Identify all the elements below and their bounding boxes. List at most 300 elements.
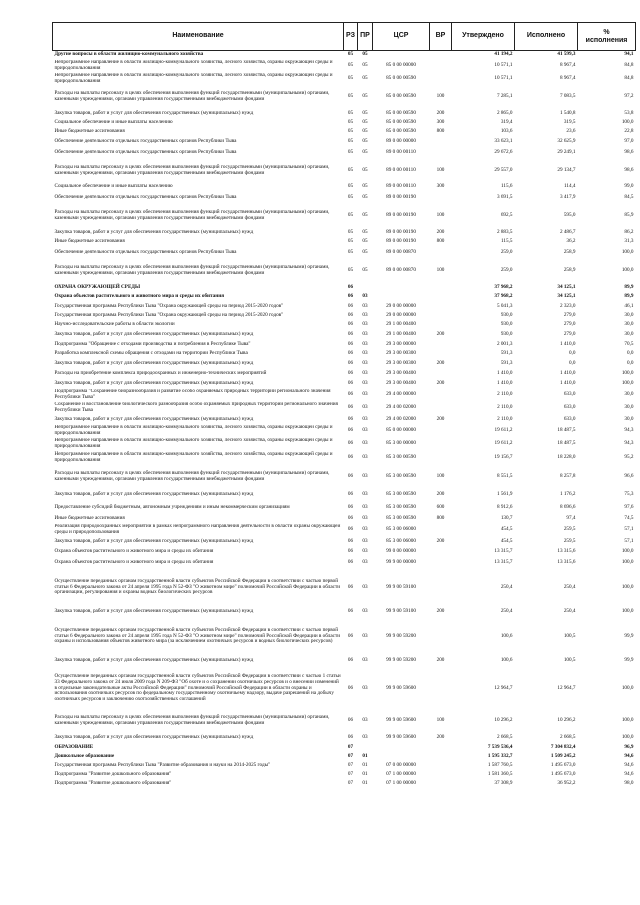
- row-percent: 99,0: [624, 183, 634, 190]
- row-executed: 1 509 245,2: [550, 753, 576, 760]
- row-pr: 03: [362, 427, 368, 434]
- row-approved: 930,0: [500, 312, 513, 319]
- row-csr: 07 1 00 00000: [386, 780, 416, 787]
- row-vr: [430, 547, 452, 557]
- row-percent: 100,0: [621, 119, 634, 126]
- row-name: Разработка комплексной схемы обращения с отходами на территории Республики Тыва: [54, 350, 248, 357]
- row-name: Государственная программа Республики Тыва "Охрана окружающей среды на период 2015-2020 годов": [54, 302, 284, 309]
- row-percent: 97,2: [624, 93, 634, 100]
- row-csr: 29 4 00 02000: [386, 404, 416, 411]
- row-executed: 1 410,0: [559, 340, 576, 347]
- row-pr: 05: [362, 238, 368, 245]
- row-pr: 05: [362, 109, 368, 116]
- row-percent: 96,6: [624, 473, 634, 480]
- table-row: [53, 466, 636, 489]
- row-approved: 115,5: [501, 238, 513, 245]
- row-percent: 31,3: [624, 238, 634, 245]
- row-csr: 99 9 00 59200: [386, 632, 416, 639]
- row-rz: 06: [347, 526, 354, 533]
- row-name: Иные бюджетные ассигнования: [54, 238, 125, 245]
- row-csr: 99 9 00 00000: [386, 559, 416, 566]
- row-name: Иные бюджетные ассигнования: [54, 128, 125, 135]
- row-executed: 0,0: [569, 359, 576, 366]
- row-name: Закупка товаров, работ и услуг для обеспечения государственных (муниципальных) нужд: [54, 359, 254, 366]
- row-vr: [430, 51, 452, 60]
- row-executed: 259,5: [563, 537, 576, 544]
- row-approved: 591,3: [500, 359, 513, 366]
- row-percent: 99,9: [624, 632, 634, 639]
- table-row: [53, 192, 636, 205]
- table-row: [53, 515, 636, 524]
- table-row: [53, 502, 636, 515]
- row-approved: 8 551,5: [496, 473, 513, 480]
- row-name: Расходы на выплаты персоналу в целях обеспечения выполнения функций государственными (муниципальными) органами, казенными учреждениями, органами управления государственными внебюджетными фондами: [54, 264, 330, 276]
- row-rz: 05: [347, 109, 354, 116]
- row-executed: 595,0: [563, 212, 576, 219]
- row-pr: 03: [362, 391, 368, 398]
- row-csr: [373, 743, 430, 753]
- table-row: [53, 379, 636, 389]
- row-approved: 37 968,2: [494, 283, 513, 290]
- row-name: Расходы на выплаты персоналу в целях обеспечения выполнения функций государственными (муниципальными) органами, казенными учреждениями, органами управления государственными внебюджетными фондами: [54, 209, 330, 221]
- header-name: Наименование: [53, 23, 344, 51]
- row-percent: 99,9: [624, 657, 634, 664]
- row-rz: 05: [347, 194, 354, 201]
- row-percent: 85,9: [624, 212, 634, 219]
- row-csr: 85 0 00 00590: [386, 109, 416, 116]
- row-pr: 03: [362, 440, 368, 447]
- row-rz: 07: [347, 743, 354, 750]
- row-pr: 03: [362, 515, 368, 522]
- row-name: Государственная программа Республики Тыва "Развитие образования и науки на 2014-2025 годы": [54, 762, 271, 769]
- row-executed: 1 176,2: [559, 491, 576, 498]
- row-csr: 99 0 00 00000: [386, 547, 416, 554]
- row-approved: 2 883,5: [496, 228, 513, 235]
- row-executed: 29 249,1: [557, 149, 576, 156]
- row-pr: 05: [362, 249, 368, 256]
- row-vr: 200: [436, 733, 445, 740]
- row-pr: 03: [362, 491, 368, 498]
- row-pr: 01: [362, 780, 368, 787]
- table-row: [53, 359, 636, 369]
- table-row: [53, 51, 636, 60]
- table-row: [53, 537, 636, 547]
- row-executed: 319,5: [563, 119, 576, 126]
- table-row: [53, 137, 636, 147]
- row-rz: 06: [347, 657, 354, 664]
- row-pr: 05: [362, 137, 368, 144]
- row-approved: 7 285,1: [496, 93, 513, 100]
- row-percent: 57,1: [624, 526, 634, 533]
- table-row: [53, 710, 636, 733]
- row-approved: 19 611,2: [494, 427, 513, 434]
- row-executed: 250,4: [563, 583, 576, 590]
- row-pr: 03: [362, 473, 368, 480]
- row-approved: 1 410,0: [496, 369, 513, 376]
- row-rz: 06: [347, 415, 354, 422]
- row-csr: 85 0 00 00000: [386, 427, 416, 434]
- row-vr: [430, 771, 452, 780]
- row-vr: [430, 557, 452, 570]
- table-row: [53, 247, 636, 260]
- row-vr: [430, 302, 452, 312]
- table-row: [53, 238, 636, 247]
- row-csr: 85 0 00 00590: [386, 93, 416, 100]
- row-percent: 100,0: [621, 379, 634, 386]
- header-percent: [578, 23, 636, 51]
- row-csr: 29 3 00 00400: [386, 379, 416, 386]
- row-rz: 05: [347, 149, 354, 156]
- row-vr: [430, 780, 452, 789]
- row-executed: 18 487,5: [557, 427, 576, 434]
- row-csr: 85 3 00 00590: [386, 491, 416, 498]
- row-percent: 46,1: [624, 302, 634, 309]
- row-vr: 100: [436, 167, 445, 174]
- row-executed: 259,5: [563, 526, 576, 533]
- row-approved: 115,6: [501, 183, 513, 190]
- row-vr: [430, 743, 452, 753]
- table-row: [53, 451, 636, 466]
- row-vr: 200: [436, 415, 445, 422]
- row-vr: [430, 293, 452, 302]
- row-name: Закупка товаров, работ и услуг для обеспечения государственных (муниципальных) нужд: [54, 109, 254, 116]
- row-vr: 200: [436, 109, 445, 116]
- table-row: [53, 228, 636, 238]
- row-vr: [430, 369, 452, 379]
- header-vr: ВР: [430, 23, 452, 51]
- row-name: Сохранение и восстановление биологического разнообразия особо охраняемых природных территорий регионального значения Республики Тыва: [54, 401, 338, 413]
- row-csr: 89 0 00 00110: [386, 167, 416, 174]
- row-percent: 53,8: [624, 109, 634, 116]
- row-name: ОХРАНА ОКРУЖАЮЩЕЙ СРЕДЫ: [54, 283, 141, 290]
- row-approved: 10 571,1: [494, 62, 513, 69]
- row-name: Обеспечение деятельности отдельных государственных органов Республики Тыва: [54, 249, 237, 256]
- row-csr: 85 3 00 06000: [386, 537, 416, 544]
- row-rz: 06: [347, 359, 354, 366]
- row-pr: 05: [362, 228, 368, 235]
- row-name: Подпрограмма "Развитие дошкольного образования": [54, 780, 172, 787]
- row-executed: 0,0: [569, 350, 576, 357]
- row-pr: [358, 283, 373, 293]
- row-rz: 07: [347, 771, 354, 778]
- table-header: [53, 23, 636, 51]
- row-pr: 05: [362, 119, 368, 126]
- row-percent: 86,2: [624, 228, 634, 235]
- row-rz: 05: [347, 62, 354, 69]
- row-approved: 12 964,7: [494, 684, 513, 691]
- row-executed: 13 315,6: [557, 559, 576, 566]
- row-vr: [430, 60, 452, 73]
- row-percent: 96,9: [624, 743, 634, 750]
- table-row: [53, 415, 636, 425]
- row-vr: [430, 619, 452, 655]
- row-name: Иные бюджетные ассигнования: [54, 515, 125, 522]
- row-name: Закупка товаров, работ и услуг для обеспечения государственных (муниципальных) нужд: [54, 537, 254, 544]
- row-executed: 1 540,8: [559, 109, 576, 116]
- table-row: [53, 570, 636, 606]
- row-approved: 5 041,3: [496, 302, 513, 309]
- row-rz: 06: [347, 391, 354, 398]
- row-csr: [373, 753, 430, 762]
- row-executed: 100,5: [563, 657, 576, 664]
- row-approved: 13 315,7: [494, 547, 513, 554]
- row-approved: 1 587 760,5: [487, 762, 513, 769]
- row-pr: [358, 743, 373, 753]
- row-rz: 06: [347, 454, 354, 461]
- row-name: Закупка товаров, работ и услуг для обеспечения государственных (муниципальных) нужд: [54, 657, 254, 664]
- row-rz: 05: [347, 51, 354, 58]
- row-name: Закупка товаров, работ и услуг для обеспечения государственных (муниципальных) нужд: [54, 733, 254, 740]
- row-name: Непрограммное направление в области жилищно-коммунального хозяйства, лесного хозяйства, охраны окружающей среды и природопользования: [54, 72, 333, 84]
- row-csr: 89 0 00 00870: [386, 267, 416, 274]
- row-vr: 100: [436, 717, 445, 724]
- row-pr: 03: [362, 608, 368, 615]
- row-csr: 89 0 00 00870: [386, 249, 416, 256]
- row-name: Государственная программа Республики Тыва "Охрана окружающей среды на период 2015-2020 годов": [54, 312, 284, 319]
- row-vr: 200: [436, 657, 445, 664]
- row-pr: 05: [362, 194, 368, 201]
- row-pr: 05: [362, 128, 368, 135]
- row-csr: 85 0 00 00590: [386, 119, 416, 126]
- row-pr: 03: [362, 454, 368, 461]
- row-approved: 7 539 536,4: [487, 743, 513, 750]
- row-name: Непрограммное направление в области жилищно-коммунального хозяйства, лесного хозяйства, охраны окружающей среды и природопользования: [54, 424, 333, 436]
- row-rz: 06: [347, 340, 354, 347]
- row-executed: 114,4: [564, 183, 576, 190]
- row-rz: 07: [347, 753, 354, 760]
- row-name: Подпрограмма "Развитие дошкольного образования": [54, 771, 172, 778]
- row-name: Осуществление переданных органам государственной власти субъектов Российской Федерации в соответствии с частью 1 статьи 33 Федерального закона от 24 июля 2009 года N 209-ФЗ "Об охоте и о сохранении охотничьих ресурсов и о внесении изменений в отдельные законодательные акты Российской Федерации" полномочий Российской Федерации в области охраны и использования охотничьих ресурсов по федеральному государственному охотничьему надзору, выдаче разрешений на добычу охотничьих ресурсов и заключению охотхозяйственных соглашений: [54, 672, 341, 703]
- row-vr: [430, 668, 452, 710]
- row-rz: 06: [347, 312, 354, 319]
- row-approved: 41 194,2: [494, 51, 513, 58]
- row-vr: [430, 451, 452, 466]
- table-row: [53, 606, 636, 619]
- row-percent: 100,0: [621, 608, 634, 615]
- row-csr: [373, 283, 430, 293]
- row-executed: 8 967,4: [559, 62, 576, 69]
- table-row: [53, 753, 636, 762]
- table-row: [53, 547, 636, 557]
- row-csr: 89 0 00 00110: [386, 183, 416, 190]
- row-rz: 05: [347, 137, 354, 144]
- row-percent: 100,0: [621, 583, 634, 590]
- row-csr: 29 4 00 00000: [386, 391, 416, 398]
- row-executed: 1 410,0: [559, 369, 576, 376]
- table-row: [53, 86, 636, 109]
- row-approved: 29 557,0: [494, 167, 513, 174]
- row-csr: 29 4 00 02000: [386, 415, 416, 422]
- row-name: Охрана объектов растительного и животного мира и среды их обитания: [54, 547, 214, 554]
- row-approved: 930,0: [500, 330, 513, 337]
- row-rz: 06: [347, 302, 354, 309]
- row-pr: 03: [362, 404, 368, 411]
- row-pr: 03: [362, 350, 368, 357]
- row-name: Охрана объектов растительного и животного мира и среды их обитания: [54, 293, 225, 300]
- row-vr: 200: [436, 330, 445, 337]
- row-name: Осуществление переданных органам государственной власти субъектов Российской Федерации в соответствии с частью первой статьи 6 Федерального закона от 24 апреля 1995 года N 52-ФЗ "О животном мире" полномочий Российской Федерации в области организации, регулирования и охраны водных биологических ресурсов: [54, 577, 341, 596]
- table-row: [53, 302, 636, 312]
- row-approved: 250,4: [500, 583, 513, 590]
- row-name: Закупка товаров, работ и услуг для обеспечения государственных (муниципальных) нужд: [54, 491, 254, 498]
- row-name: Обеспечение деятельности отдельных государственных органов Республики Тыва: [54, 149, 237, 156]
- row-approved: 1 410,0: [496, 379, 513, 386]
- row-executed: 258,9: [563, 267, 576, 274]
- row-executed: 250,4: [563, 608, 576, 615]
- row-vr: [430, 312, 452, 321]
- row-name: Социальное обеспечение и иные выплаты населению: [54, 183, 173, 190]
- row-pr: 05: [362, 149, 368, 156]
- row-name: Расходы на выплаты персоналу в целях обеспечения выполнения функций государственными (муниципальными) органами, казенными учреждениями, органами управления государственными внебюджетными фондами: [54, 164, 330, 176]
- row-executed: 633,0: [563, 391, 576, 398]
- row-pr: 03: [362, 302, 368, 309]
- row-approved: 259,0: [500, 249, 513, 256]
- row-executed: 18 487,5: [557, 440, 576, 447]
- row-name: Непрограммное направление в области жилищно-коммунального хозяйства, лесного хозяйства, охраны окружающей среды и природопользования: [54, 437, 333, 449]
- row-rz: 05: [347, 228, 354, 235]
- row-approved: 1 581 360,5: [487, 771, 513, 778]
- row-approved: 29 672,6: [494, 149, 513, 156]
- row-name: Социальное обеспечение и иные выплаты населению: [54, 119, 173, 126]
- table-row: [53, 330, 636, 340]
- row-percent: 89,9: [624, 283, 634, 290]
- row-rz: 06: [347, 583, 354, 590]
- row-name: Другие вопросы в области жилищно-коммунального хозяйства: [54, 51, 204, 58]
- row-csr: 99 9 00 59600: [386, 717, 416, 724]
- row-name: Закупка товаров, работ и услуг для обеспечения государственных (муниципальных) нужд: [54, 228, 254, 235]
- row-pr: 03: [362, 717, 368, 724]
- row-percent: 100,0: [621, 249, 634, 256]
- row-percent: 75,3: [624, 491, 634, 498]
- row-percent: 74,5: [624, 515, 634, 522]
- row-executed: 7 304 832,4: [550, 743, 576, 750]
- row-approved: 100,6: [500, 632, 513, 639]
- row-percent: 30,0: [624, 312, 634, 319]
- row-pr: 03: [362, 657, 368, 664]
- row-rz: 06: [347, 293, 354, 300]
- row-percent: 100,0: [621, 717, 634, 724]
- row-csr: 29 1 00 00400: [386, 321, 416, 328]
- row-executed: 279,0: [563, 312, 576, 319]
- row-csr: 85 3 00 06000: [386, 526, 416, 533]
- table-row: [53, 293, 636, 302]
- row-vr: 200: [436, 228, 445, 235]
- row-percent: 95,2: [624, 454, 634, 461]
- row-name: ОБРАЗОВАНИЕ: [54, 743, 94, 750]
- row-pr: 03: [362, 547, 368, 554]
- row-percent: 70,5: [624, 340, 634, 347]
- row-percent: 94,3: [624, 440, 634, 447]
- row-pr: 05: [362, 267, 368, 274]
- row-name: Обеспечение деятельности отдельных государственных органов Республики Тыва: [54, 194, 237, 201]
- row-csr: 89 0 00 00000: [386, 137, 416, 144]
- row-name: Научно-исследовательские работы в области экологии: [54, 321, 175, 328]
- row-pr: 03: [362, 733, 368, 740]
- table-row: [53, 160, 636, 183]
- row-csr: 89 0 00 00190: [386, 228, 416, 235]
- table-row: [53, 402, 636, 415]
- row-approved: 2 668,5: [496, 733, 513, 740]
- row-pr: 03: [362, 321, 368, 328]
- row-percent: 98,6: [624, 149, 634, 156]
- row-executed: 3 417,9: [559, 194, 576, 201]
- table-row: [53, 205, 636, 228]
- row-approved: 3 691,5: [496, 194, 513, 201]
- row-name: Непрограммное направление в области жилищно-коммунального хозяйства, лесного хозяйства, охраны окружающей среды и природопользования: [54, 59, 333, 71]
- row-vr: 800: [436, 128, 445, 135]
- header-rz: РЗ: [344, 23, 358, 51]
- row-executed: 18 228,0: [557, 454, 576, 461]
- row-vr: 100: [436, 93, 445, 100]
- row-percent: 89,9: [624, 293, 634, 300]
- row-executed: 7 083,5: [559, 93, 576, 100]
- row-rz: 05: [347, 183, 354, 190]
- row-rz: 05: [347, 249, 354, 256]
- row-percent: 22,8: [624, 128, 634, 135]
- row-name: Расходы на выплаты персоналу в целях обеспечения выполнения функций государственными (муниципальными) органами, казенными учреждениями, органами управления государственными внебюджетными фондами: [54, 714, 330, 726]
- row-percent: 100,0: [621, 684, 634, 691]
- row-csr: 99 9 00 59600: [386, 733, 416, 740]
- table-row: [53, 369, 636, 379]
- row-executed: 2 668,5: [559, 733, 576, 740]
- row-executed: 633,0: [563, 404, 576, 411]
- row-approved: 1 561,9: [496, 491, 513, 498]
- row-vr: [430, 137, 452, 147]
- row-percent: 0,0: [627, 350, 634, 357]
- row-pr: 05: [362, 167, 368, 174]
- row-rz: 05: [347, 267, 354, 274]
- row-percent: 30,0: [624, 404, 634, 411]
- row-percent: 94,3: [624, 427, 634, 434]
- row-executed: 36,2: [566, 238, 576, 245]
- row-percent: 84,5: [624, 194, 634, 201]
- row-vr: 300: [436, 183, 445, 190]
- row-percent: 30,0: [624, 330, 634, 337]
- row-executed: 258,9: [563, 249, 576, 256]
- table-row: [53, 147, 636, 160]
- row-vr: [430, 321, 452, 330]
- row-vr: [430, 402, 452, 415]
- row-name: Расходы на выплаты персоналу в целях обеспечения выполнения функций государственными (муниципальными) органами, казенными учреждениями, органами управления государственными внебюджетными фондами: [54, 470, 330, 482]
- row-approved: 37 968,2: [494, 293, 513, 300]
- row-pr: 01: [362, 762, 368, 769]
- row-percent: 100,0: [621, 559, 634, 566]
- row-percent: 94,6: [624, 762, 634, 769]
- row-rz: 05: [347, 167, 354, 174]
- row-percent: 97,6: [624, 504, 634, 511]
- header-approved: Утверждено: [452, 23, 515, 51]
- row-csr: 07 1 00 00000: [386, 771, 416, 778]
- row-pr: 03: [362, 340, 368, 347]
- row-csr: 85 3 00 00590: [386, 515, 416, 522]
- header-percent-label: исполнения: [585, 36, 628, 44]
- row-csr: 85 3 00 00000: [386, 440, 416, 447]
- row-approved: 103,6: [500, 128, 513, 135]
- row-csr: 29 3 00 00300: [386, 350, 416, 357]
- row-rz: 05: [347, 212, 354, 219]
- table-row: [53, 128, 636, 137]
- row-approved: 591,3: [500, 350, 513, 357]
- row-name: Непрограммное направление в области жилищно-коммунального хозяйства, лесного хозяйства, охраны окружающей среды и природопользования: [54, 451, 333, 463]
- table-row: [53, 260, 636, 283]
- row-name: Подпрограмма "Сохранение биоразнообразия и развитие особо охраняемых природных территорий регионального значения Республики Тыва": [54, 388, 331, 400]
- row-pr: 05: [362, 51, 368, 58]
- table-row: [53, 524, 636, 537]
- row-vr: 300: [436, 119, 445, 126]
- row-rz: 06: [347, 684, 354, 691]
- row-percent: 84,8: [624, 62, 634, 69]
- row-pr: 03: [362, 504, 368, 511]
